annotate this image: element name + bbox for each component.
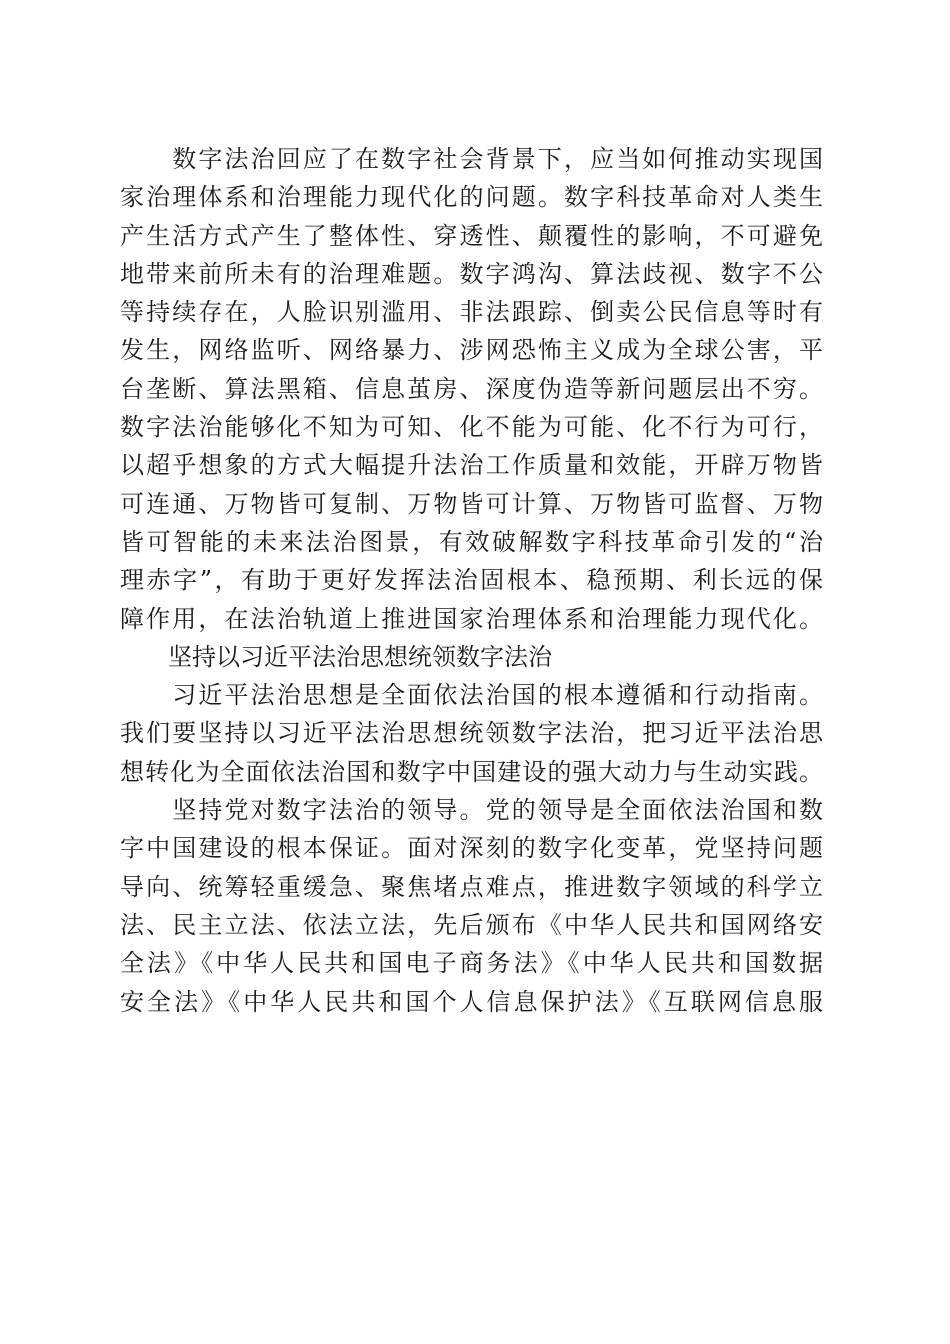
text-line: 导向、统筹轻重缓急、聚焦堵点难点，推进数字领域的科学立 (120, 872, 823, 901)
text-line: 数字法治回应了在数字社会背景下，应当如何推动实现国 (120, 145, 823, 173)
text-line: 以超乎想象的方式大幅提升法治工作质量和效能，开辟万物皆 (120, 451, 823, 480)
document-page (120, 140, 823, 1021)
text-line: 家治理体系和治理能力现代化的问题。数字科技革命对人类生 (120, 183, 823, 212)
text-line: 数字法治能够化不知为可知、化不能为可能、化不行为可行， (120, 413, 823, 442)
text-line: 字中国建设的根本保证。面对深刻的数字化变革，党坚持问题 (120, 834, 823, 863)
text-line: 台垄断、算法黑箱、信息茧房、深度伪造等新问题层出不穷。 (120, 374, 823, 403)
text-line: 我们要坚持以习近平法治思想统领数字法治，把习近平法治思 (120, 719, 823, 748)
text-line: 地带来前所未有的治理难题。数字鸿沟、算法歧视、数字不公 (120, 259, 823, 288)
text-line: 全法》《中华人民共和国电子商务法》《中华人民共和国数据 (120, 949, 823, 978)
text-line: 等持续存在，人脸识别滥用、非法跟踪、倒卖公民信息等时有 (120, 298, 823, 327)
paragraph-party-leadership (120, 791, 823, 1021)
text-line: 产生活方式产生了整体性、穿透性、颠覆性的影响，不可避免 (120, 221, 823, 250)
text-line: 理赤字”，有助于更好发挥法治固根本、稳预期、利长远的保 (120, 566, 823, 595)
text-line: 可连通、万物皆可复制、万物皆可计算、万物皆可监督、万物 (120, 489, 823, 518)
text-line: 安全法》《中华人民共和国个人信息保护法》《互联网信息服 (120, 987, 823, 1016)
text-line: 习近平法治思想是全面依法治国的根本遵循和行动指南。 (120, 681, 823, 710)
text-line: 皆可智能的未来法治图景，有效破解数字科技革命引发的“治 (120, 527, 823, 556)
text-line: 想转化为全面依法治国和数字中国建设的强大动力与生动实践。 (120, 757, 823, 786)
paragraph-guiding-thought (120, 676, 823, 791)
text-line: 发生，网络监听、网络暴力、涉网恐怖主义成为全球公害，平 (120, 336, 823, 365)
section-heading (120, 638, 823, 676)
paragraph-intro (120, 140, 823, 638)
text-line: 法、民主立法、依法立法，先后颁布《中华人民共和国网络安 (120, 910, 823, 939)
text-line: 坚持党对数字法治的领导。党的领导是全面依法治国和数 (120, 796, 823, 825)
heading-line: 坚持以习近平法治思想统领数字法治 (120, 642, 552, 671)
text-line: 障作用，在法治轨道上推进国家治理体系和治理能力现代化。 (120, 604, 823, 633)
